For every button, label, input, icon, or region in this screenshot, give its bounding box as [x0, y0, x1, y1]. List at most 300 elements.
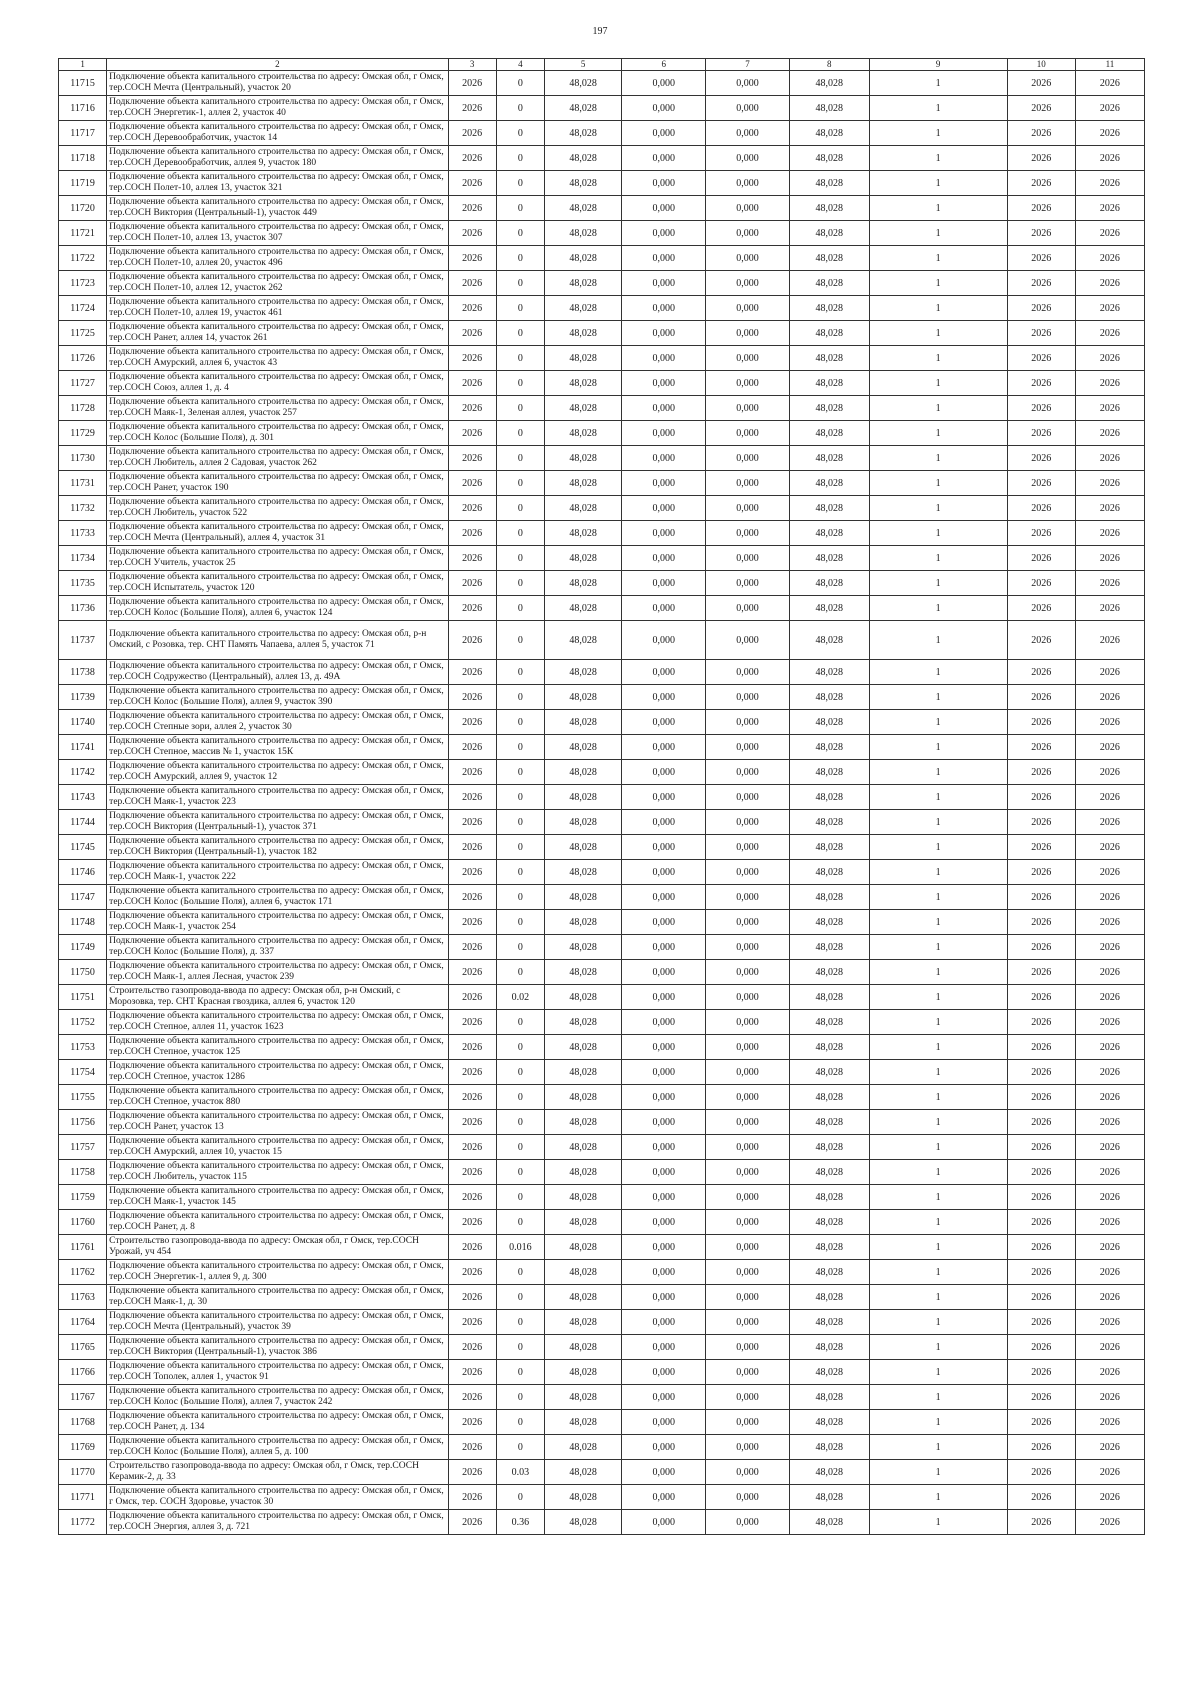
length-cell: 0: [496, 860, 544, 885]
cost-total-cell: 48,028: [544, 1435, 621, 1460]
cost-a-cell: 0,000: [622, 960, 706, 985]
row-number-cell: 11770: [59, 1460, 107, 1485]
cost-b-cell: 0,000: [706, 1310, 790, 1335]
cost-b-cell: 0,000: [706, 1260, 790, 1285]
year-cell: 2026: [448, 1010, 496, 1035]
length-cell: 0: [496, 621, 544, 660]
start-year-cell: 2026: [1007, 1160, 1075, 1185]
count-cell: 1: [869, 660, 1007, 685]
cost-b-cell: 0,000: [706, 96, 790, 121]
table-row: [59, 1260, 1145, 1285]
end-year-cell: 2026: [1075, 960, 1144, 985]
cost-sum-cell: 48,028: [789, 1010, 869, 1035]
count-cell: 1: [869, 596, 1007, 621]
row-number-cell: 11763: [59, 1285, 107, 1310]
start-year-cell: 2026: [1007, 321, 1075, 346]
end-year-cell: 2026: [1075, 271, 1144, 296]
count-cell: 1: [869, 1235, 1007, 1260]
cost-a-cell: 0,000: [622, 296, 706, 321]
length-cell: 0.016: [496, 1235, 544, 1260]
description-cell: Подключение объекта капитального строительства по адресу: Омская обл, г Омск, тер.СОСН Маяк-1, д. 30: [107, 1285, 448, 1310]
year-cell: 2026: [448, 1360, 496, 1385]
table-row: [59, 1210, 1145, 1235]
cost-b-cell: 0,000: [706, 1035, 790, 1060]
cost-a-cell: 0,000: [622, 810, 706, 835]
count-cell: 1: [869, 1510, 1007, 1535]
start-year-cell: 2026: [1007, 596, 1075, 621]
row-number-cell: 11715: [59, 71, 107, 96]
year-cell: 2026: [448, 321, 496, 346]
cost-total-cell: 48,028: [544, 1360, 621, 1385]
length-cell: 0: [496, 1260, 544, 1285]
end-year-cell: 2026: [1075, 1110, 1144, 1135]
year-cell: 2026: [448, 660, 496, 685]
year-cell: 2026: [448, 885, 496, 910]
count-cell: 1: [869, 296, 1007, 321]
cost-b-cell: 0,000: [706, 1060, 790, 1085]
cost-total-cell: 48,028: [544, 446, 621, 471]
end-year-cell: 2026: [1075, 1335, 1144, 1360]
start-year-cell: 2026: [1007, 885, 1075, 910]
cost-b-cell: 0,000: [706, 321, 790, 346]
cost-a-cell: 0,000: [622, 1110, 706, 1135]
cost-b-cell: 0,000: [706, 496, 790, 521]
cost-total-cell: 48,028: [544, 760, 621, 785]
end-year-cell: 2026: [1075, 1135, 1144, 1160]
count-cell: 1: [869, 471, 1007, 496]
start-year-cell: 2026: [1007, 760, 1075, 785]
year-cell: 2026: [448, 621, 496, 660]
description-cell: Подключение объекта капитального строительства по адресу: Омская обл, г Омск, тер.СОСН Ранет, участок 13: [107, 1110, 448, 1135]
cost-total-cell: 48,028: [544, 1210, 621, 1235]
count-cell: 1: [869, 221, 1007, 246]
length-cell: 0: [496, 1085, 544, 1110]
table-row: [59, 1235, 1145, 1260]
table-row: [59, 471, 1145, 496]
year-cell: 2026: [448, 1510, 496, 1535]
start-year-cell: 2026: [1007, 1285, 1075, 1310]
year-cell: 2026: [448, 785, 496, 810]
length-cell: 0: [496, 1435, 544, 1460]
count-cell: 1: [869, 321, 1007, 346]
year-cell: 2026: [448, 1235, 496, 1260]
length-cell: 0: [496, 271, 544, 296]
cost-b-cell: 0,000: [706, 246, 790, 271]
description-cell: Подключение объекта капитального строительства по адресу: Омская обл, г Омск, тер.СОСН Колос (Большие Поля), аллея 6, участок 171: [107, 885, 448, 910]
cost-total-cell: 48,028: [544, 710, 621, 735]
end-year-cell: 2026: [1075, 860, 1144, 885]
year-cell: 2026: [448, 835, 496, 860]
cost-b-cell: 0,000: [706, 196, 790, 221]
table-row: [59, 121, 1145, 146]
length-cell: 0: [496, 1210, 544, 1235]
cost-b-cell: 0,000: [706, 146, 790, 171]
table-row: [59, 1335, 1145, 1360]
column-header: 5: [544, 59, 621, 71]
end-year-cell: 2026: [1075, 710, 1144, 735]
length-cell: 0: [496, 371, 544, 396]
end-year-cell: 2026: [1075, 885, 1144, 910]
count-cell: 1: [869, 146, 1007, 171]
end-year-cell: 2026: [1075, 621, 1144, 660]
length-cell: 0.03: [496, 1460, 544, 1485]
count-cell: 1: [869, 985, 1007, 1010]
table-row: [59, 396, 1145, 421]
length-cell: 0: [496, 1285, 544, 1310]
row-number-cell: 11742: [59, 760, 107, 785]
description-cell: Подключение объекта капитального строительства по адресу: Омская обл, г Омск, г Омск, тер. СОСН Здоровье, участок 30: [107, 1485, 448, 1510]
row-number-cell: 11749: [59, 935, 107, 960]
year-cell: 2026: [448, 1335, 496, 1360]
cost-sum-cell: 48,028: [789, 1260, 869, 1285]
year-cell: 2026: [448, 1185, 496, 1210]
cost-b-cell: 0,000: [706, 760, 790, 785]
length-cell: 0: [496, 246, 544, 271]
cost-a-cell: 0,000: [622, 1435, 706, 1460]
description-cell: Подключение объекта капитального строительства по адресу: Омская обл, г Омск, тер.СОСН Полет-10, аллея 20, участок 496: [107, 246, 448, 271]
count-cell: 1: [869, 96, 1007, 121]
start-year-cell: 2026: [1007, 985, 1075, 1010]
count-cell: 1: [869, 935, 1007, 960]
count-cell: 1: [869, 760, 1007, 785]
cost-sum-cell: 48,028: [789, 910, 869, 935]
start-year-cell: 2026: [1007, 1235, 1075, 1260]
cost-total-cell: 48,028: [544, 1085, 621, 1110]
end-year-cell: 2026: [1075, 546, 1144, 571]
cost-total-cell: 48,028: [544, 396, 621, 421]
table-row: [59, 96, 1145, 121]
start-year-cell: 2026: [1007, 1085, 1075, 1110]
cost-total-cell: 48,028: [544, 885, 621, 910]
description-cell: Строительство газопровода-ввода по адресу: Омская обл, г Омск, тер.СОСН Керамик-2, д. 33: [107, 1460, 448, 1485]
cost-a-cell: 0,000: [622, 1135, 706, 1160]
row-number-cell: 11724: [59, 296, 107, 321]
cost-b-cell: 0,000: [706, 710, 790, 735]
cost-a-cell: 0,000: [622, 421, 706, 446]
year-cell: 2026: [448, 346, 496, 371]
cost-b-cell: 0,000: [706, 1435, 790, 1460]
row-number-cell: 11751: [59, 985, 107, 1010]
row-number-cell: 11756: [59, 1110, 107, 1135]
table-row: [59, 221, 1145, 246]
cost-sum-cell: 48,028: [789, 1360, 869, 1385]
cost-total-cell: 48,028: [544, 221, 621, 246]
row-number-cell: 11757: [59, 1135, 107, 1160]
cost-a-cell: 0,000: [622, 1485, 706, 1510]
count-cell: 1: [869, 1060, 1007, 1085]
start-year-cell: 2026: [1007, 1335, 1075, 1360]
cost-sum-cell: 48,028: [789, 760, 869, 785]
year-cell: 2026: [448, 860, 496, 885]
year-cell: 2026: [448, 371, 496, 396]
table-row: [59, 985, 1145, 1010]
cost-a-cell: 0,000: [622, 1360, 706, 1385]
cost-a-cell: 0,000: [622, 1060, 706, 1085]
description-cell: Подключение объекта капитального строительства по адресу: Омская обл, г Омск, тер.СОСН Степное, участок 125: [107, 1035, 448, 1060]
count-cell: 1: [869, 735, 1007, 760]
end-year-cell: 2026: [1075, 1410, 1144, 1435]
length-cell: 0: [496, 596, 544, 621]
table-row: [59, 1135, 1145, 1160]
column-header: 4: [496, 59, 544, 71]
cost-b-cell: 0,000: [706, 685, 790, 710]
start-year-cell: 2026: [1007, 621, 1075, 660]
year-cell: 2026: [448, 246, 496, 271]
length-cell: 0: [496, 521, 544, 546]
row-number-cell: 11747: [59, 885, 107, 910]
end-year-cell: 2026: [1075, 985, 1144, 1010]
cost-sum-cell: 48,028: [789, 1085, 869, 1110]
cost-b-cell: 0,000: [706, 596, 790, 621]
length-cell: 0: [496, 1135, 544, 1160]
row-number-cell: 11738: [59, 660, 107, 685]
cost-a-cell: 0,000: [622, 885, 706, 910]
year-cell: 2026: [448, 1385, 496, 1410]
length-cell: 0: [496, 885, 544, 910]
cost-b-cell: 0,000: [706, 985, 790, 1010]
cost-b-cell: 0,000: [706, 346, 790, 371]
length-cell: 0: [496, 571, 544, 596]
year-cell: 2026: [448, 1160, 496, 1185]
cost-sum-cell: 48,028: [789, 471, 869, 496]
cost-b-cell: 0,000: [706, 521, 790, 546]
length-cell: 0: [496, 196, 544, 221]
row-number-cell: 11750: [59, 960, 107, 985]
row-number-cell: 11765: [59, 1335, 107, 1360]
count-cell: 1: [869, 1285, 1007, 1310]
count-cell: 1: [869, 835, 1007, 860]
count-cell: 1: [869, 571, 1007, 596]
cost-a-cell: 0,000: [622, 1035, 706, 1060]
description-cell: Подключение объекта капитального строительства по адресу: Омская обл, г Омск, тер.СОСН Ранет, д. 8: [107, 1210, 448, 1235]
end-year-cell: 2026: [1075, 785, 1144, 810]
cost-sum-cell: 48,028: [789, 346, 869, 371]
description-cell: Подключение объекта капитального строительства по адресу: Омская обл, г Омск, тер.СОСН Мечта (Центральный), участок 39: [107, 1310, 448, 1335]
description-cell: Подключение объекта капитального строительства по адресу: Омская обл, г Омск, тер.СОСН Учитель, участок 25: [107, 546, 448, 571]
description-cell: Подключение объекта капитального строительства по адресу: Омская обл, г Омск, тер.СОСН Ранет, участок 190: [107, 471, 448, 496]
count-cell: 1: [869, 1185, 1007, 1210]
cost-a-cell: 0,000: [622, 660, 706, 685]
count-cell: 1: [869, 621, 1007, 660]
cost-sum-cell: 48,028: [789, 396, 869, 421]
table-row: [59, 71, 1145, 96]
header-row: [59, 59, 1145, 71]
table-row: [59, 885, 1145, 910]
row-number-cell: 11723: [59, 271, 107, 296]
table-row: [59, 1060, 1145, 1085]
row-number-cell: 11766: [59, 1360, 107, 1385]
end-year-cell: 2026: [1075, 571, 1144, 596]
cost-total-cell: 48,028: [544, 860, 621, 885]
description-cell: Подключение объекта капитального строительства по адресу: Омская обл, г Омск, тер.СОСН Любитель, аллея 2 Садовая, участок 262: [107, 446, 448, 471]
description-cell: Подключение объекта капитального строительства по адресу: Омская обл, г Омск, тер.СОСН Колос (Большие Поля), д. 337: [107, 935, 448, 960]
cost-a-cell: 0,000: [622, 910, 706, 935]
year-cell: 2026: [448, 1135, 496, 1160]
end-year-cell: 2026: [1075, 1310, 1144, 1335]
cost-b-cell: 0,000: [706, 1385, 790, 1410]
row-number-cell: 11722: [59, 246, 107, 271]
length-cell: 0: [496, 710, 544, 735]
cost-a-cell: 0,000: [622, 96, 706, 121]
cost-total-cell: 48,028: [544, 1285, 621, 1310]
cost-b-cell: 0,000: [706, 1135, 790, 1160]
length-cell: 0.36: [496, 1510, 544, 1535]
cost-a-cell: 0,000: [622, 1285, 706, 1310]
cost-b-cell: 0,000: [706, 1010, 790, 1035]
start-year-cell: 2026: [1007, 521, 1075, 546]
end-year-cell: 2026: [1075, 1035, 1144, 1060]
end-year-cell: 2026: [1075, 735, 1144, 760]
length-cell: 0: [496, 810, 544, 835]
cost-sum-cell: 48,028: [789, 571, 869, 596]
description-cell: Подключение объекта капитального строительства по адресу: Омская обл, г Омск, тер.СОСН Тополек, аллея 1, участок 91: [107, 1360, 448, 1385]
cost-sum-cell: 48,028: [789, 1110, 869, 1135]
year-cell: 2026: [448, 1260, 496, 1285]
cost-a-cell: 0,000: [622, 985, 706, 1010]
description-cell: Подключение объекта капитального строительства по адресу: Омская обл, г Омск, тер.СОСН Деревообработчик, участок 14: [107, 121, 448, 146]
count-cell: 1: [869, 1010, 1007, 1035]
length-cell: 0: [496, 1310, 544, 1335]
description-cell: Подключение объекта капитального строительства по адресу: Омская обл, г Омск, тер.СОСН Степное, участок 880: [107, 1085, 448, 1110]
cost-sum-cell: 48,028: [789, 621, 869, 660]
year-cell: 2026: [448, 171, 496, 196]
cost-sum-cell: 48,028: [789, 1310, 869, 1335]
description-cell: Подключение объекта капитального строительства по адресу: Омская обл, г Омск, тер.СОСН Маяк-1, участок 223: [107, 785, 448, 810]
start-year-cell: 2026: [1007, 221, 1075, 246]
cost-sum-cell: 48,028: [789, 860, 869, 885]
description-cell: Подключение объекта капитального строительства по адресу: Омская обл, г Омск, тер.СОСН Колос (Большие Поля), аллея 7, участок 242: [107, 1385, 448, 1410]
row-number-cell: 11737: [59, 621, 107, 660]
cost-total-cell: 48,028: [544, 1410, 621, 1435]
cost-sum-cell: 48,028: [789, 810, 869, 835]
row-number-cell: 11739: [59, 685, 107, 710]
row-number-cell: 11764: [59, 1310, 107, 1335]
cost-a-cell: 0,000: [622, 1335, 706, 1360]
cost-b-cell: 0,000: [706, 446, 790, 471]
end-year-cell: 2026: [1075, 1235, 1144, 1260]
cost-a-cell: 0,000: [622, 71, 706, 96]
cost-total-cell: 48,028: [544, 171, 621, 196]
cost-a-cell: 0,000: [622, 321, 706, 346]
description-cell: Подключение объекта капитального строительства по адресу: Омская обл, г Омск, тер.СОСН Колос (Большие Поля), аллея 5, д. 100: [107, 1435, 448, 1460]
row-number-cell: 11758: [59, 1160, 107, 1185]
end-year-cell: 2026: [1075, 421, 1144, 446]
page-number: 197: [592, 26, 608, 37]
length-cell: 0: [496, 785, 544, 810]
description-cell: Подключение объекта капитального строительства по адресу: Омская обл, г Омск, тер.СОСН Ранет, аллея 14, участок 261: [107, 321, 448, 346]
cost-sum-cell: 48,028: [789, 496, 869, 521]
cost-total-cell: 48,028: [544, 271, 621, 296]
cost-total-cell: 48,028: [544, 246, 621, 271]
count-cell: 1: [869, 810, 1007, 835]
row-number-cell: 11760: [59, 1210, 107, 1235]
end-year-cell: 2026: [1075, 760, 1144, 785]
description-cell: Подключение объекта капитального строительства по адресу: Омская обл, г Омск, тер.СОСН Колос (Большие Поля), д. 301: [107, 421, 448, 446]
cost-total-cell: 48,028: [544, 421, 621, 446]
count-cell: 1: [869, 1435, 1007, 1460]
count-cell: 1: [869, 196, 1007, 221]
table-row: [59, 521, 1145, 546]
count-cell: 1: [869, 1335, 1007, 1360]
end-year-cell: 2026: [1075, 246, 1144, 271]
row-number-cell: 11743: [59, 785, 107, 810]
row-number-cell: 11735: [59, 571, 107, 596]
row-number-cell: 11727: [59, 371, 107, 396]
cost-b-cell: 0,000: [706, 935, 790, 960]
description-cell: Подключение объекта капитального строительства по адресу: Омская обл, г Омск, тер.СОСН Полет-10, аллея 19, участок 461: [107, 296, 448, 321]
cost-sum-cell: 48,028: [789, 146, 869, 171]
cost-total-cell: 48,028: [544, 296, 621, 321]
cost-b-cell: 0,000: [706, 421, 790, 446]
year-cell: 2026: [448, 1460, 496, 1485]
cost-sum-cell: 48,028: [789, 960, 869, 985]
count-cell: 1: [869, 1110, 1007, 1135]
description-cell: Подключение объекта капитального строительства по адресу: Омская обл, г Омск, тер.СОСН Энергия, аллея 3, д. 721: [107, 1510, 448, 1535]
cost-total-cell: 48,028: [544, 196, 621, 221]
count-cell: 1: [869, 121, 1007, 146]
row-number-cell: 11740: [59, 710, 107, 735]
cost-a-cell: 0,000: [622, 346, 706, 371]
row-number-cell: 11730: [59, 446, 107, 471]
count-cell: 1: [869, 396, 1007, 421]
year-cell: 2026: [448, 1060, 496, 1085]
length-cell: 0: [496, 1185, 544, 1210]
cost-sum-cell: 48,028: [789, 985, 869, 1010]
cost-b-cell: 0,000: [706, 271, 790, 296]
table-row: [59, 735, 1145, 760]
start-year-cell: 2026: [1007, 860, 1075, 885]
start-year-cell: 2026: [1007, 121, 1075, 146]
count-cell: 1: [869, 710, 1007, 735]
table-row: [59, 1485, 1145, 1510]
length-cell: 0: [496, 1035, 544, 1060]
cost-sum-cell: 48,028: [789, 685, 869, 710]
year-cell: 2026: [448, 296, 496, 321]
row-number-cell: 11732: [59, 496, 107, 521]
count-cell: 1: [869, 960, 1007, 985]
cost-total-cell: 48,028: [544, 96, 621, 121]
table-row: [59, 146, 1145, 171]
year-cell: 2026: [448, 1285, 496, 1310]
cost-sum-cell: 48,028: [789, 1460, 869, 1485]
column-header: 9: [869, 59, 1007, 71]
start-year-cell: 2026: [1007, 71, 1075, 96]
cost-sum-cell: 48,028: [789, 296, 869, 321]
cost-b-cell: 0,000: [706, 1360, 790, 1385]
start-year-cell: 2026: [1007, 1385, 1075, 1410]
table-row: [59, 910, 1145, 935]
year-cell: 2026: [448, 196, 496, 221]
end-year-cell: 2026: [1075, 471, 1144, 496]
cost-a-cell: 0,000: [622, 1310, 706, 1335]
cost-total-cell: 48,028: [544, 346, 621, 371]
cost-total-cell: 48,028: [544, 71, 621, 96]
year-cell: 2026: [448, 685, 496, 710]
count-cell: 1: [869, 421, 1007, 446]
end-year-cell: 2026: [1075, 660, 1144, 685]
cost-sum-cell: 48,028: [789, 1410, 869, 1435]
year-cell: 2026: [448, 910, 496, 935]
start-year-cell: 2026: [1007, 96, 1075, 121]
cost-a-cell: 0,000: [622, 621, 706, 660]
length-cell: 0: [496, 71, 544, 96]
table-row: [59, 810, 1145, 835]
start-year-cell: 2026: [1007, 960, 1075, 985]
end-year-cell: 2026: [1075, 1085, 1144, 1110]
end-year-cell: 2026: [1075, 1010, 1144, 1035]
table-row: [59, 196, 1145, 221]
count-cell: 1: [869, 1385, 1007, 1410]
